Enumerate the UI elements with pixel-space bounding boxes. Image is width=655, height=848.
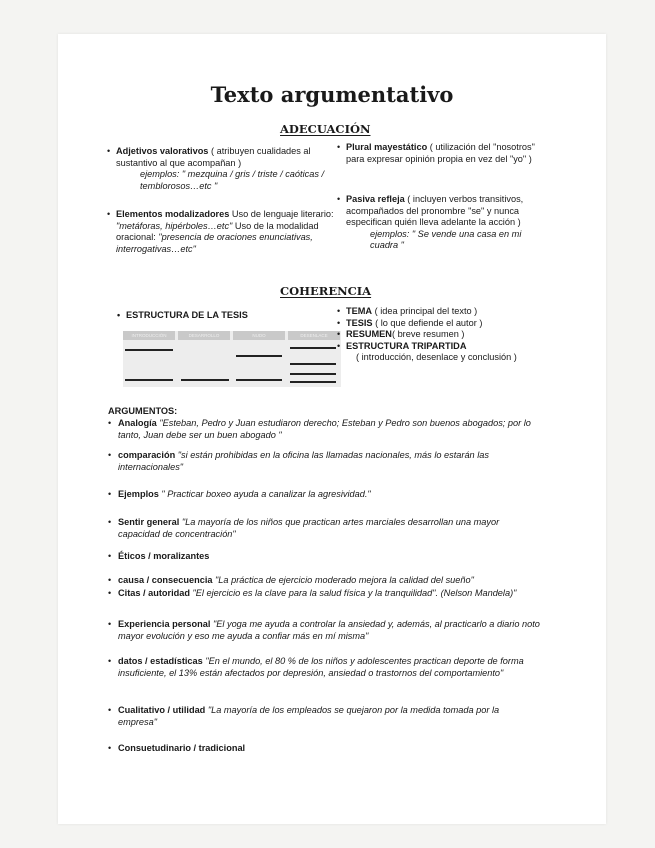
bullet-icon: • bbox=[108, 418, 112, 428]
table-line bbox=[290, 347, 336, 349]
coherencia-list bbox=[337, 306, 526, 364]
bullet-icon: • bbox=[108, 619, 112, 629]
pasiva-refleja-item: • Pasiva refleja ( incluyen verbos transitivos, acompañados del pronombre "se" y nunca especifican quién lleva adelante la acción ) ejemplos: " Se vende una casa en mi cuadra " bbox=[337, 194, 524, 251]
bullet-icon: • bbox=[108, 705, 112, 715]
bullet-icon: • bbox=[337, 340, 341, 351]
bullet-icon: • bbox=[108, 588, 112, 598]
table-line bbox=[125, 379, 173, 381]
bullet-icon: • bbox=[108, 450, 112, 460]
estructura-table bbox=[123, 331, 341, 387]
bullet-icon: • bbox=[337, 306, 341, 316]
elementos-modalizadores-item: • Elementos modalizadores Uso de lenguaje literario: "metáforas, hipérboles…etc" Uso de la modalidad oracional: "presencia de oraciones enunciativas, interrogativas…etc" bbox=[107, 209, 334, 254]
argument-item: • Experiencia personal "El yoga me ayuda a controlar la ansiedad y, además, al practicarlo a diario noto mayor evolución y eso me ayuda a confiar más en mí misma" bbox=[108, 619, 540, 641]
argument-item: • Cualitativo / utilidad "La mayoría de los empleados se quejaron por la medida tomada por la empresa" bbox=[108, 705, 500, 727]
tema-item: • TEMA ( idea principal del texto ) bbox=[337, 306, 478, 316]
bullet-icon: • bbox=[117, 310, 121, 320]
argument-item: • Éticos / moralizantes bbox=[108, 551, 210, 561]
table-line bbox=[290, 363, 336, 365]
bullet-icon: • bbox=[108, 551, 112, 561]
table-line bbox=[181, 379, 229, 381]
resumen-item: • RESUMEN( breve resumen ) bbox=[337, 329, 465, 340]
plural-mayestatico-item: • Plural mayestático ( utilización del "nosotros" para expresar opinión propia en vez del "yo" ) bbox=[337, 142, 535, 164]
argument-item: • Citas / autoridad "El ejercicio es la clave para la salud física y la tranquilidad". (Nelson Mandela)" bbox=[108, 588, 517, 598]
table-line bbox=[236, 379, 282, 381]
table-header: NUDO bbox=[233, 331, 285, 340]
bullet-icon: • bbox=[108, 743, 112, 753]
bullet-icon: • bbox=[107, 209, 111, 219]
bullet-icon: • bbox=[107, 146, 111, 156]
document-page bbox=[58, 34, 606, 824]
argument-item: • Sentir general "La mayoría de los niños que practican artes marciales desarrollan una mayor capacidad de concentración" bbox=[108, 517, 500, 539]
tesis-item: • TESIS ( lo que defiende el autor ) bbox=[337, 317, 483, 328]
table-line bbox=[290, 381, 336, 383]
page-title: Texto argumentativo bbox=[210, 82, 454, 107]
argument-item: • Analogía "Esteban, Pedro y Juan estudiaron derecho; Esteban y Pedro son buenos abogados; por lo tanto, Juan debe ser un buen abogado " bbox=[108, 418, 531, 440]
estructura-tesis-label: • ESTRUCTURA DE LA TESIS bbox=[117, 310, 248, 320]
adjetivos-valorativos-item: • Adjetivos valorativos ( atribuyen cualidades al sustantivo al que acompañan ) ejemplos: " mezquina / gris / triste / caóticas / temblorosos…etc " bbox=[107, 146, 325, 191]
bullet-icon: • bbox=[108, 517, 112, 527]
bullet-icon: • bbox=[108, 489, 112, 499]
estructura-tripartida-item: • ESTRUCTURA TRIPARTIDA ( introducción, desenlace y conclusión ) bbox=[337, 340, 517, 363]
coherencia-heading: COHERENCIA bbox=[280, 284, 372, 298]
table-header: DESARROLLO bbox=[178, 331, 230, 340]
table-line bbox=[290, 373, 336, 375]
table-line bbox=[236, 355, 282, 357]
bullet-icon: • bbox=[108, 575, 112, 585]
adecuacion-heading: ADECUACIÓN bbox=[280, 122, 371, 136]
bullet-icon: • bbox=[108, 656, 112, 666]
argument-item: • Consuetudinario / tradicional bbox=[108, 743, 246, 753]
table-header: DESENLACE bbox=[288, 331, 340, 340]
argument-item: • causa / consecuencia "La práctica de ejercicio moderado mejora la calidad del sueño" bbox=[108, 575, 474, 585]
bullet-icon: • bbox=[337, 329, 341, 340]
argument-item: • Ejemplos " Practicar boxeo ayuda a canalizar la agresividad." bbox=[108, 489, 371, 499]
argument-item: • comparación "si están prohibidas en la oficina las llamadas nacionales, más lo estarán las internacionales" bbox=[108, 450, 489, 472]
argumentos-heading: ARGUMENTOS: bbox=[108, 406, 178, 416]
bullet-icon: • bbox=[337, 317, 341, 328]
bullet-icon: • bbox=[337, 142, 341, 152]
table-line bbox=[125, 349, 173, 351]
bullet-icon: • bbox=[337, 194, 341, 204]
table-header: INTRODUCCIÓN bbox=[123, 331, 175, 340]
argument-item: • datos / estadísticas "En el mundo, el 80 % de los niños y adolescentes practican deporte de forma insuficiente, el 13% están afectados por depresión, ansiedad o trastornos del comportamiento" bbox=[108, 656, 524, 678]
